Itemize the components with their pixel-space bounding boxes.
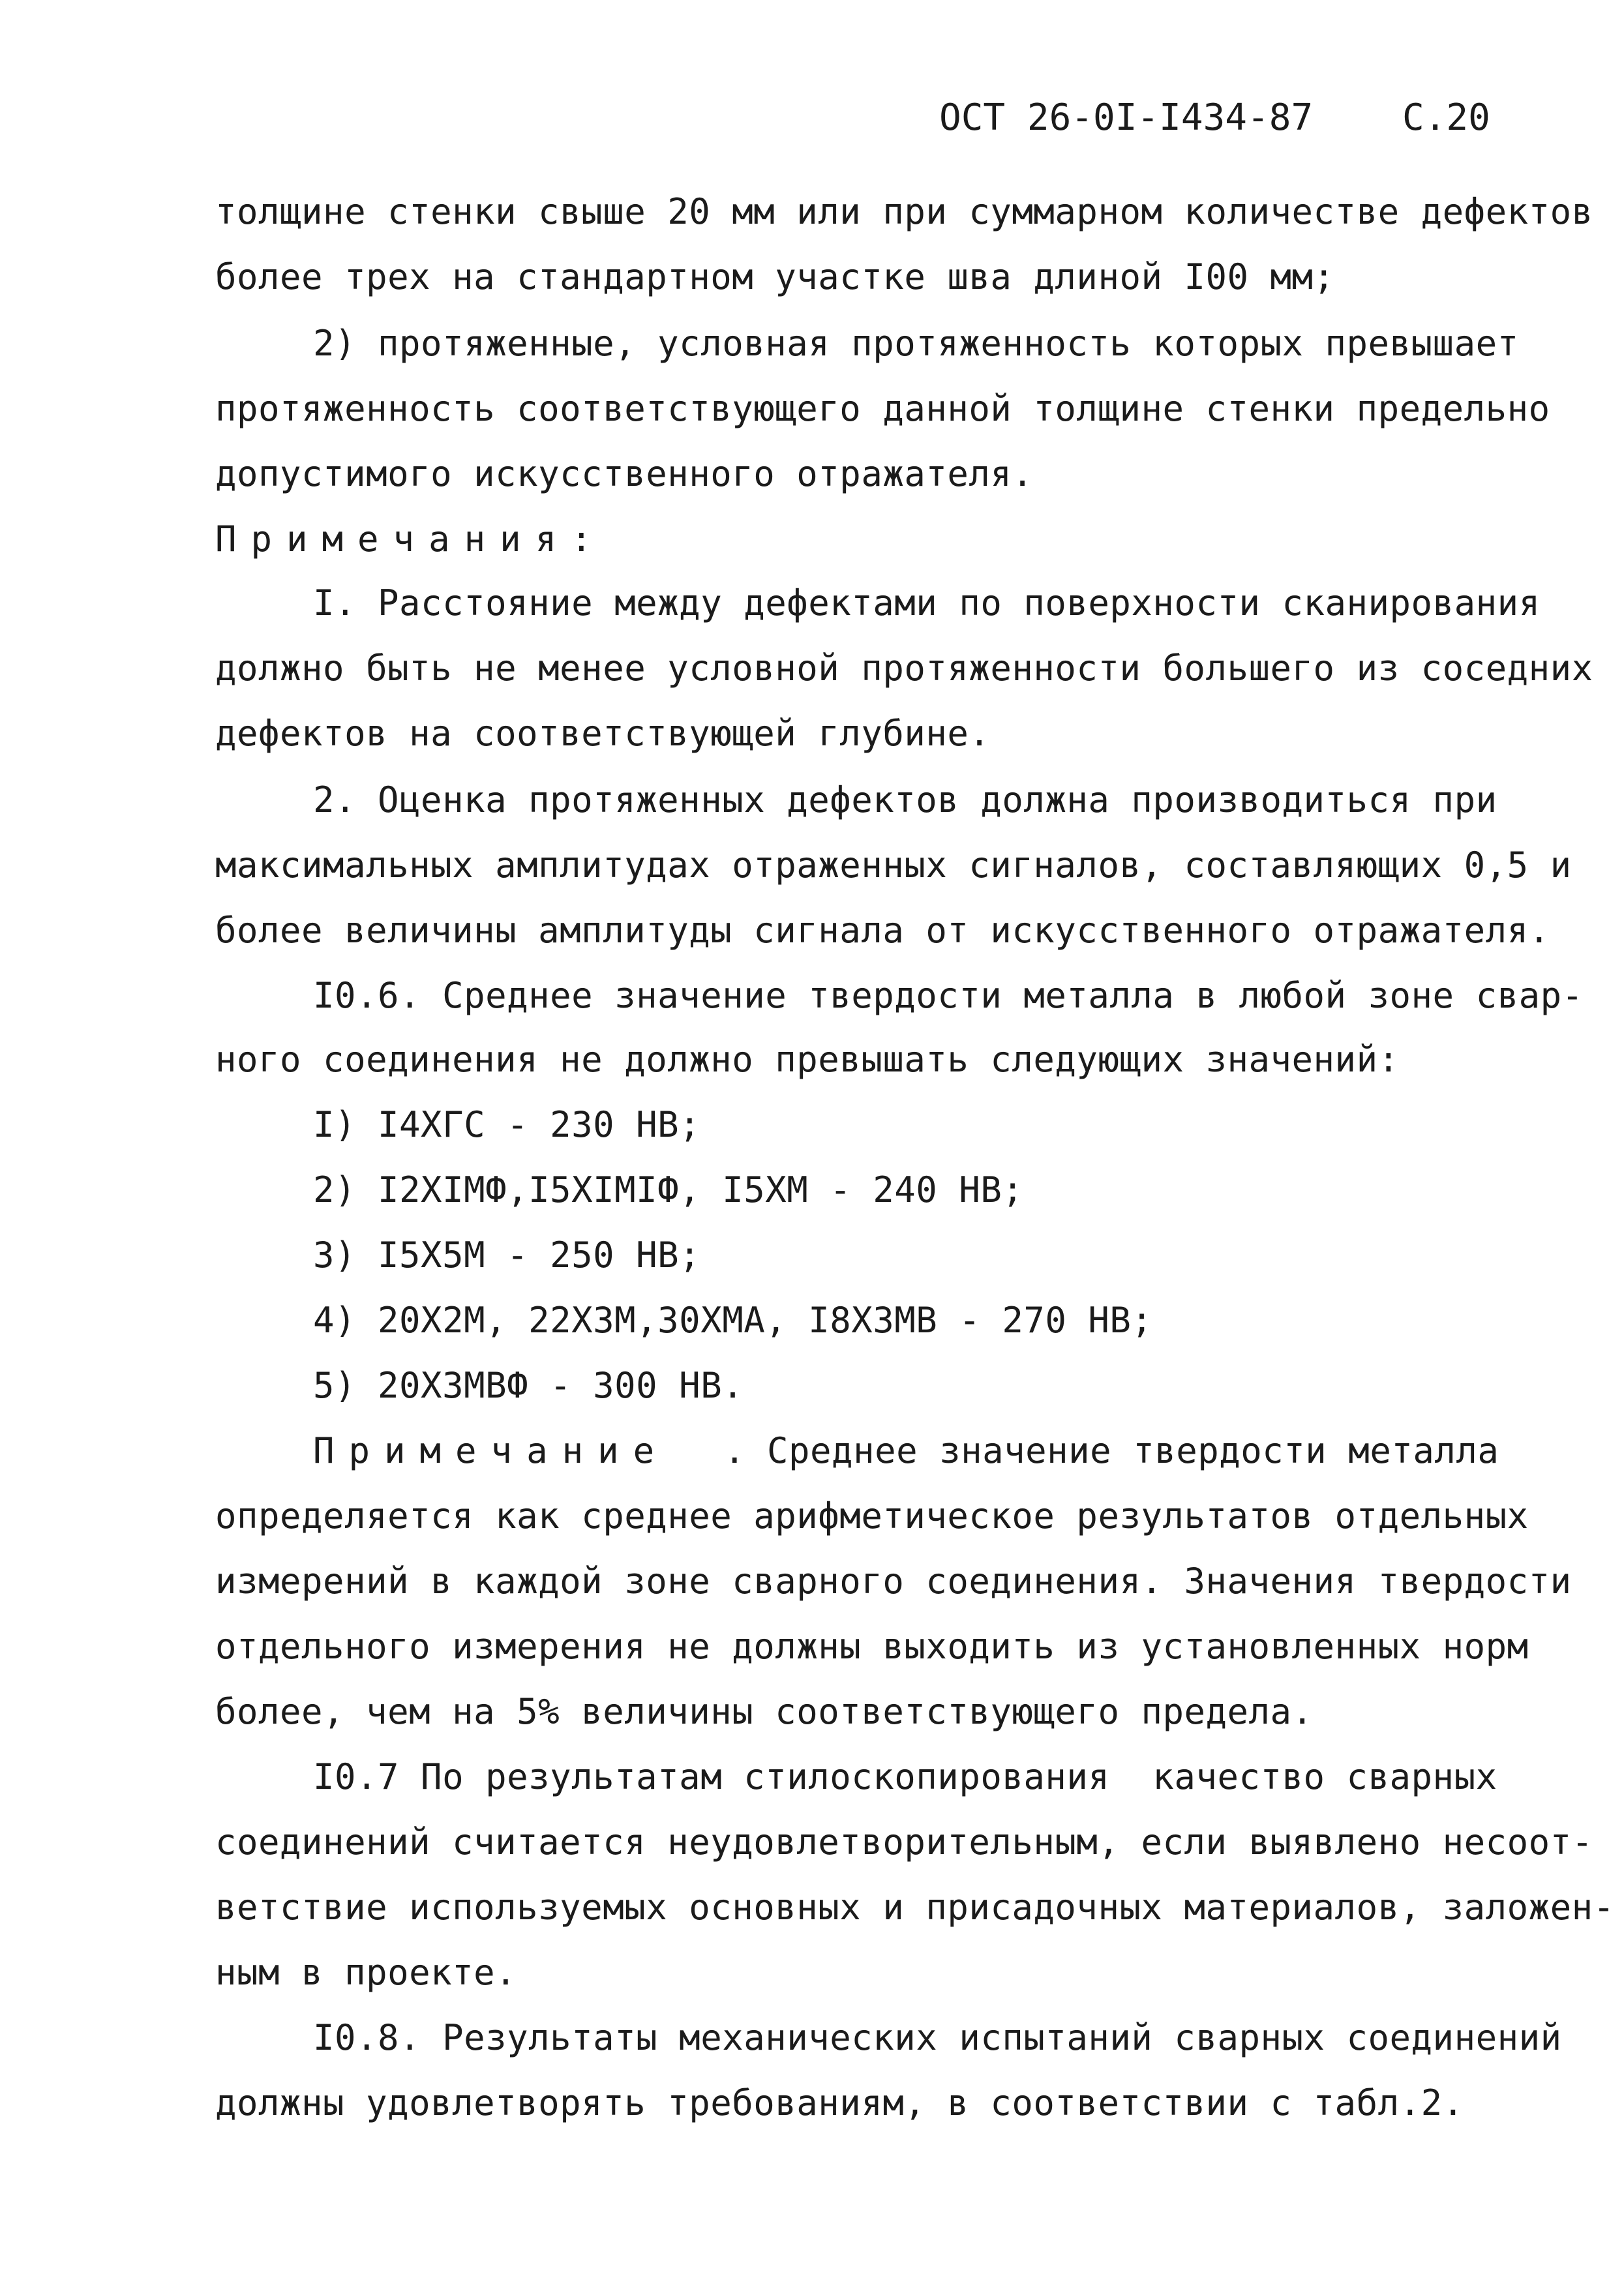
text-line: соединений считается неудовлетворительным, если выявлено несоот- — [215, 1821, 1593, 1863]
list-item: 2) I2ХIМФ,I5ХIМIФ, I5ХМ - 240 НВ; — [313, 1169, 1024, 1210]
text-line: ветствие используемых основных и присадочных материалов, заложен- — [215, 1887, 1615, 1928]
text-line: I. Расстояние между дефектами по поверхности сканирования — [313, 582, 1541, 623]
text-line: протяженность соответствующего данной толщине стенки предельно — [215, 388, 1550, 429]
text-line: отдельного измерения не должны выходить из установленных норм — [215, 1626, 1529, 1667]
text-line: I0.6. Среднее значение твердости металла в любой зоне свар- — [313, 975, 1584, 1016]
text-line: более, чем на 5% величины соответствующего предела. — [215, 1691, 1314, 1732]
list-item: 5) 20Х3МВФ - 300 НВ. — [313, 1365, 744, 1406]
text-line: должно быть не менее условной протяженности большего из соседних — [215, 648, 1593, 689]
text-line: 2. Оценка протяженных дефектов должна производиться при — [313, 779, 1497, 820]
notes-heading: Примечания: — [215, 518, 607, 560]
text-line: дефектов на соответствующей глубине. — [215, 713, 991, 754]
text-line: I0.7 По результатам стилоскопирования качество сварных — [313, 1756, 1497, 1797]
list-item: 4) 20Х2М, 22Х3М,30ХМА, I8Х3МВ - 270 НВ; — [313, 1300, 1153, 1341]
text-line: ного соединения не должно превышать следующих значений: — [215, 1039, 1400, 1080]
text-line: максимальных амплитудах отраженных сигналов, составляющих 0,5 и — [215, 845, 1572, 886]
text-line: более величины амплитуды сигнала от искусственного отражателя. — [215, 910, 1550, 951]
text-line: . Среднее значение твердости металла — [724, 1430, 1499, 1471]
text-line: должны удовлетворять требованиям, в соответствии с табл.2. — [215, 2082, 1464, 2123]
text-line: более трех на стандартном участке шва длиной I00 мм; — [215, 256, 1335, 297]
text-line: определяется как среднее арифметическое результатов отдельных — [215, 1495, 1529, 1536]
page-number: С.20 — [1402, 97, 1490, 139]
text-line: допустимого искусственного отражателя. — [215, 453, 1034, 494]
list-item: I) I4ХГС - 230 НВ; — [313, 1104, 701, 1145]
list-item: 3) I5Х5М - 250 НВ; — [313, 1235, 701, 1276]
document-code: ОСТ 26-0I-I434-87 — [939, 97, 1314, 139]
text-line: 2) протяженные, условная протяженность которых превышает — [313, 323, 1519, 364]
text-line: I0.8. Результаты механических испытаний сварных соединений — [313, 2017, 1562, 2058]
text-line: измерений в каждой зоне сварного соединения. Значения твердости — [215, 1561, 1572, 1602]
note-heading: Примечание — [313, 1430, 669, 1471]
text-line: ным в проекте. — [215, 1952, 517, 1993]
text-line: толщине стенки свыше 20 мм или при суммарном количестве дефектов — [215, 191, 1593, 232]
